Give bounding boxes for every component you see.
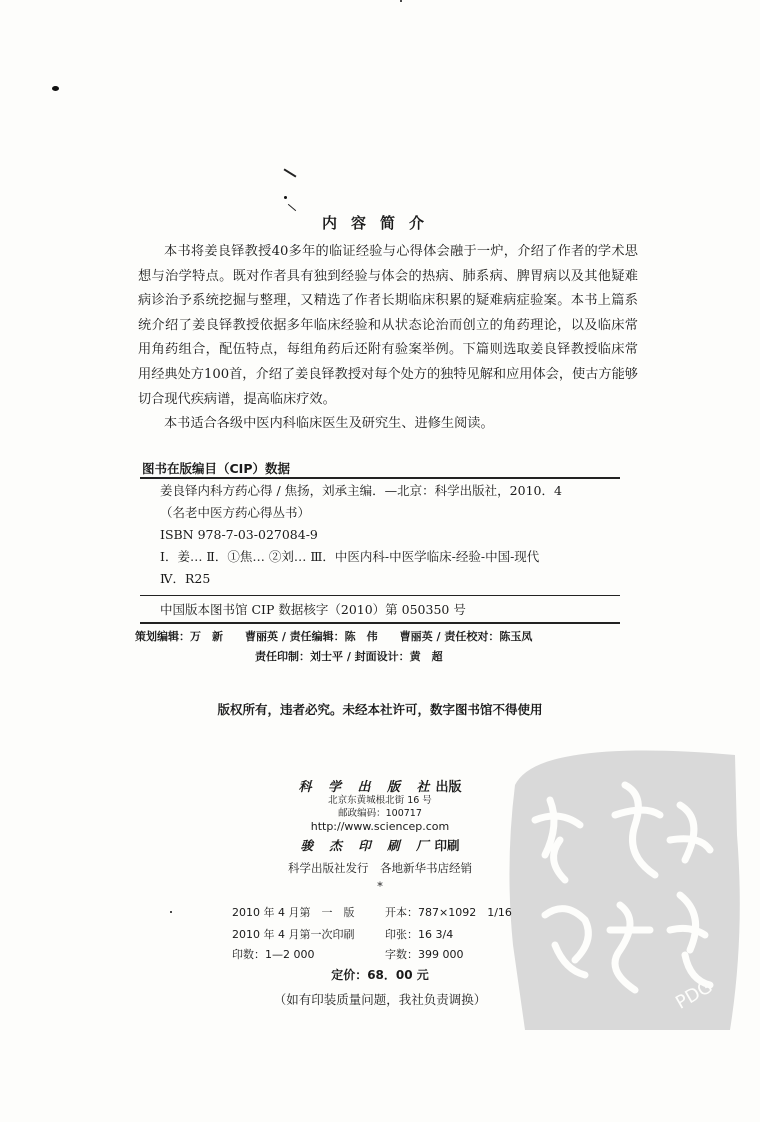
spec-edition: 2010 年 4 月第 一 版: [232, 906, 355, 919]
cip-record: [160, 480, 562, 590]
copyright-notice: 版权所有，违者必究。未经本社许可，数字图书馆不得使用: [217, 702, 543, 717]
cip-heading: 图书在版编目（CIP）数据: [142, 461, 290, 476]
distribution-line: 科学出版社发行 各地新华书店经销: [288, 861, 472, 875]
cip-line: Ⅰ．姜… Ⅱ．①焦… ②刘… Ⅲ．中医内科-中医学临床-经验-中国-现代: [160, 549, 540, 564]
separator-star: *: [377, 880, 383, 893]
scan-speck: [284, 196, 287, 199]
printer-brand: 骏 杰 印 刷 厂: [300, 838, 435, 853]
price: 定价：68．00 元: [331, 968, 429, 982]
cip-line: 姜良铎内科方药心得 / 焦扬，刘承主编．—北京：科学出版社，2010．4: [160, 483, 562, 498]
spec-print-run: 印数：1—2 000: [232, 948, 315, 961]
cip-data-number: 中国版本图书馆 CIP 数据核字（2010）第 050350 号: [160, 602, 466, 617]
publisher-url: http://www.sciencep.com: [310, 820, 450, 833]
cip-rule-top: [140, 477, 620, 479]
scan-speck: [170, 911, 172, 913]
cip-line: （名老中医方药心得丛书）: [160, 505, 311, 520]
printer-suffix: 印刷: [434, 838, 460, 853]
quality-notice: （如有印装质量问题，我社负责调换）: [273, 992, 487, 1007]
intro-paragraph: 本书将姜良铎教授40多年的临证经验与心得体会融于一炉，介绍了作者的学术思想与治学特点。既对作者具有独到经验与体会的热病、肺系病、脾胃病以及其他疑难病诊治予系统挖掘与整理，又精选了作者长期临床积累的疑难病症验案。本书上篇系统介绍了姜良铎教授依据多年临床经验和从状态论治而创立的角药理论，以及临床常用角药组合，配伍特点，每组角药后还附有验案举例。下篇则选取姜良铎教授临床常用经典处方100首，介绍了姜良铎教授对每个处方的独特见解和应用体会，使古方能够切合现代疾病谱，提高临床疗效。: [138, 244, 638, 407]
watermark-text: PDG: [672, 976, 717, 1014]
cip-line: ISBN 978-7-03-027084-9: [160, 527, 318, 542]
scan-speck: [400, 0, 402, 2]
publisher-postcode: 邮政编码：100717: [338, 808, 422, 819]
cip-rule-mid: [140, 595, 620, 596]
publisher-address: 北京东黄城根北街 16 号: [328, 795, 432, 806]
publisher-brand: 科 学 出 版 社: [298, 780, 436, 795]
cip-line: Ⅳ．R25: [160, 571, 211, 586]
intro-text: [138, 240, 638, 437]
printer-name: [0, 836, 760, 854]
scan-mark: [284, 168, 297, 177]
editors-line: 责任印制：刘士平 / 封面设计：黄 超: [255, 650, 443, 663]
spec-printing: 2010 年 4 月第一次印刷: [232, 928, 355, 941]
spec-sheets: 印张：16 3/4: [385, 928, 454, 941]
editors-line: 策划编辑：万 新 曹丽英 / 责任编辑：陈 伟 曹丽英 / 责任校对：陈玉凤: [135, 630, 533, 643]
intro-paragraph: 本书适合各级中医内科临床医生及研究生、进修生阅读。: [164, 416, 494, 432]
scan-mark: [288, 204, 296, 211]
publisher-suffix: 出版: [435, 780, 462, 795]
spec-word-count: 字数：399 000: [385, 948, 464, 961]
section-heading: 内容简介: [321, 214, 438, 232]
cip-rule-bottom: [140, 622, 620, 624]
publisher-name: [0, 776, 760, 795]
scan-speck: [52, 86, 59, 91]
spec-format: 开本：787×1092 1/16: [385, 906, 512, 919]
